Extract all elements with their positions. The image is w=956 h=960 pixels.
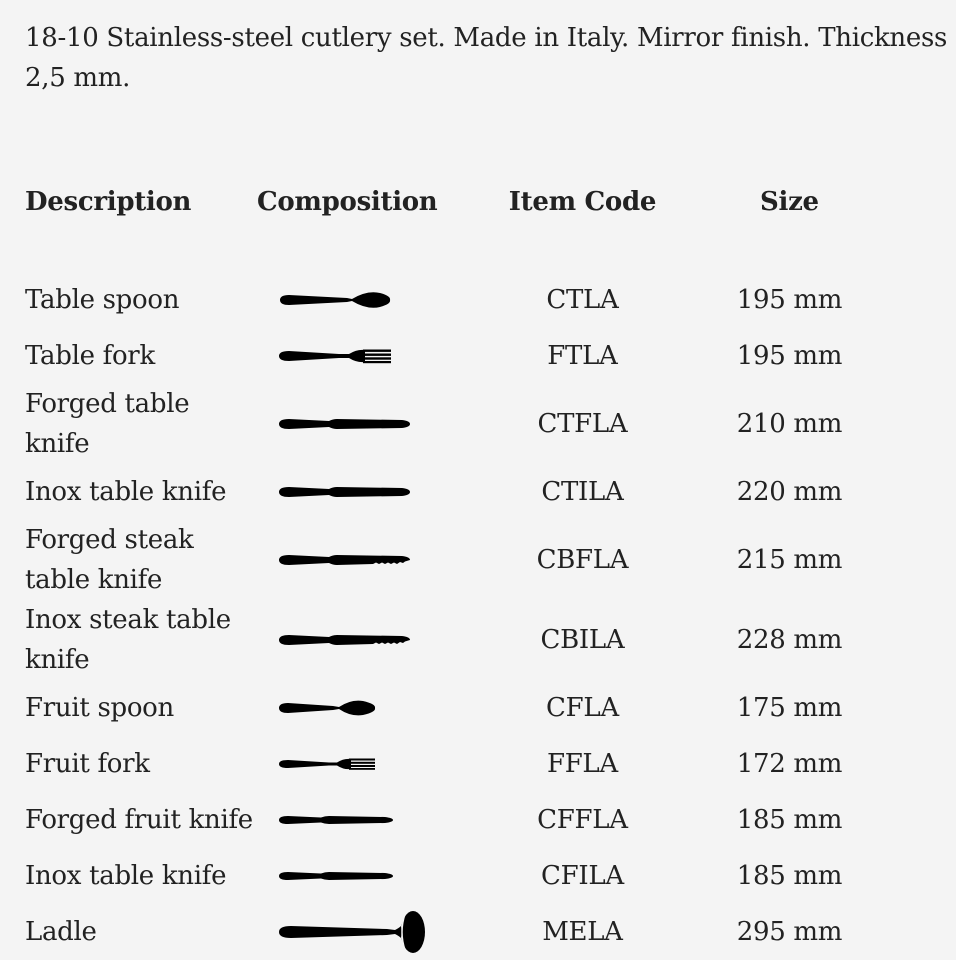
- cell-description: Ladle: [25, 917, 97, 947]
- table-row: [25, 272, 851, 328]
- cell-description: Fruit fork: [25, 749, 150, 779]
- cell-size: 220 mm: [736, 477, 843, 507]
- header-description: Description: [25, 187, 192, 217]
- table-row: [25, 680, 851, 736]
- cell-composition: [257, 520, 437, 600]
- fruit-knife-icon: [277, 805, 417, 835]
- table-row: [25, 520, 851, 600]
- cell-composition: [257, 384, 437, 464]
- steak-knife-icon: [277, 545, 417, 575]
- cell-description: Inox table knife: [25, 477, 227, 507]
- cell-item-code: CFLA: [546, 693, 619, 723]
- cell-size: 295 mm: [736, 917, 843, 947]
- cutlery-table: [25, 176, 851, 960]
- fruit-spoon-icon: [277, 693, 417, 723]
- cell-size: 210 mm: [736, 409, 843, 439]
- cell-item-code: CTILA: [541, 477, 624, 507]
- table-row: [25, 848, 851, 904]
- table-row: [25, 904, 851, 960]
- table-row: [25, 600, 851, 680]
- cell-size: 195 mm: [736, 341, 843, 371]
- cell-composition: [257, 328, 437, 384]
- cell-item-code: CTFLA: [537, 409, 628, 439]
- steak-knife-icon: [277, 625, 417, 655]
- cell-composition: [257, 904, 437, 960]
- fruit-fork-icon: [277, 749, 417, 779]
- cell-composition: [257, 736, 437, 792]
- table-row: [25, 384, 851, 464]
- ladle-icon: [277, 908, 427, 956]
- cell-composition: [257, 792, 437, 848]
- cell-item-code: CFILA: [541, 861, 624, 891]
- cell-description: Inox table knife: [25, 861, 227, 891]
- cell-description: Fruit spoon: [25, 693, 174, 723]
- cell-size: 172 mm: [736, 749, 843, 779]
- fruit-knife-icon: [277, 861, 417, 891]
- table-knife-icon: [277, 477, 417, 507]
- table-knife-icon: [277, 409, 417, 439]
- table-fork-icon: [277, 341, 417, 371]
- cell-size: 195 mm: [736, 285, 843, 315]
- header-item-code: Item Code: [508, 187, 657, 217]
- cell-composition: [257, 464, 437, 520]
- cell-description: Inox steak table knife: [25, 605, 231, 675]
- cell-item-code: CFFLA: [537, 805, 628, 835]
- table-row: [25, 792, 851, 848]
- cell-size: 215 mm: [736, 545, 843, 575]
- cell-description: Forged fruit knife: [25, 805, 253, 835]
- cell-size: 185 mm: [736, 805, 843, 835]
- cell-composition: [257, 848, 437, 904]
- cell-description: Forged steak table knife: [25, 525, 194, 595]
- table-spoon-icon: [277, 285, 417, 315]
- cell-description: Table spoon: [25, 285, 180, 315]
- cell-composition: [257, 600, 437, 680]
- cell-item-code: MELA: [542, 917, 623, 947]
- cell-composition: [257, 272, 437, 328]
- table-row: [25, 328, 851, 384]
- cell-description: Table fork: [25, 341, 155, 371]
- cell-item-code: FTLA: [547, 341, 618, 371]
- cell-composition: [257, 680, 437, 736]
- header-size: Size: [760, 187, 819, 217]
- header-composition: Composition: [257, 187, 438, 217]
- cell-size: 175 mm: [736, 693, 843, 723]
- cell-description: Forged table knife: [25, 389, 190, 459]
- cell-item-code: CBILA: [540, 625, 625, 655]
- cell-size: 228 mm: [736, 625, 843, 655]
- table-row: [25, 464, 851, 520]
- cell-size: 185 mm: [736, 861, 843, 891]
- cell-item-code: FFLA: [546, 749, 618, 779]
- table-header-row: [25, 176, 851, 272]
- cell-item-code: CTLA: [546, 285, 619, 315]
- cell-item-code: CBFLA: [536, 545, 629, 575]
- table-row: [25, 736, 851, 792]
- product-description: 18-10 Stainless-steel cutlery set. Made in Italy. Mirror finish. Thickness 2,5 mm.: [25, 23, 948, 93]
